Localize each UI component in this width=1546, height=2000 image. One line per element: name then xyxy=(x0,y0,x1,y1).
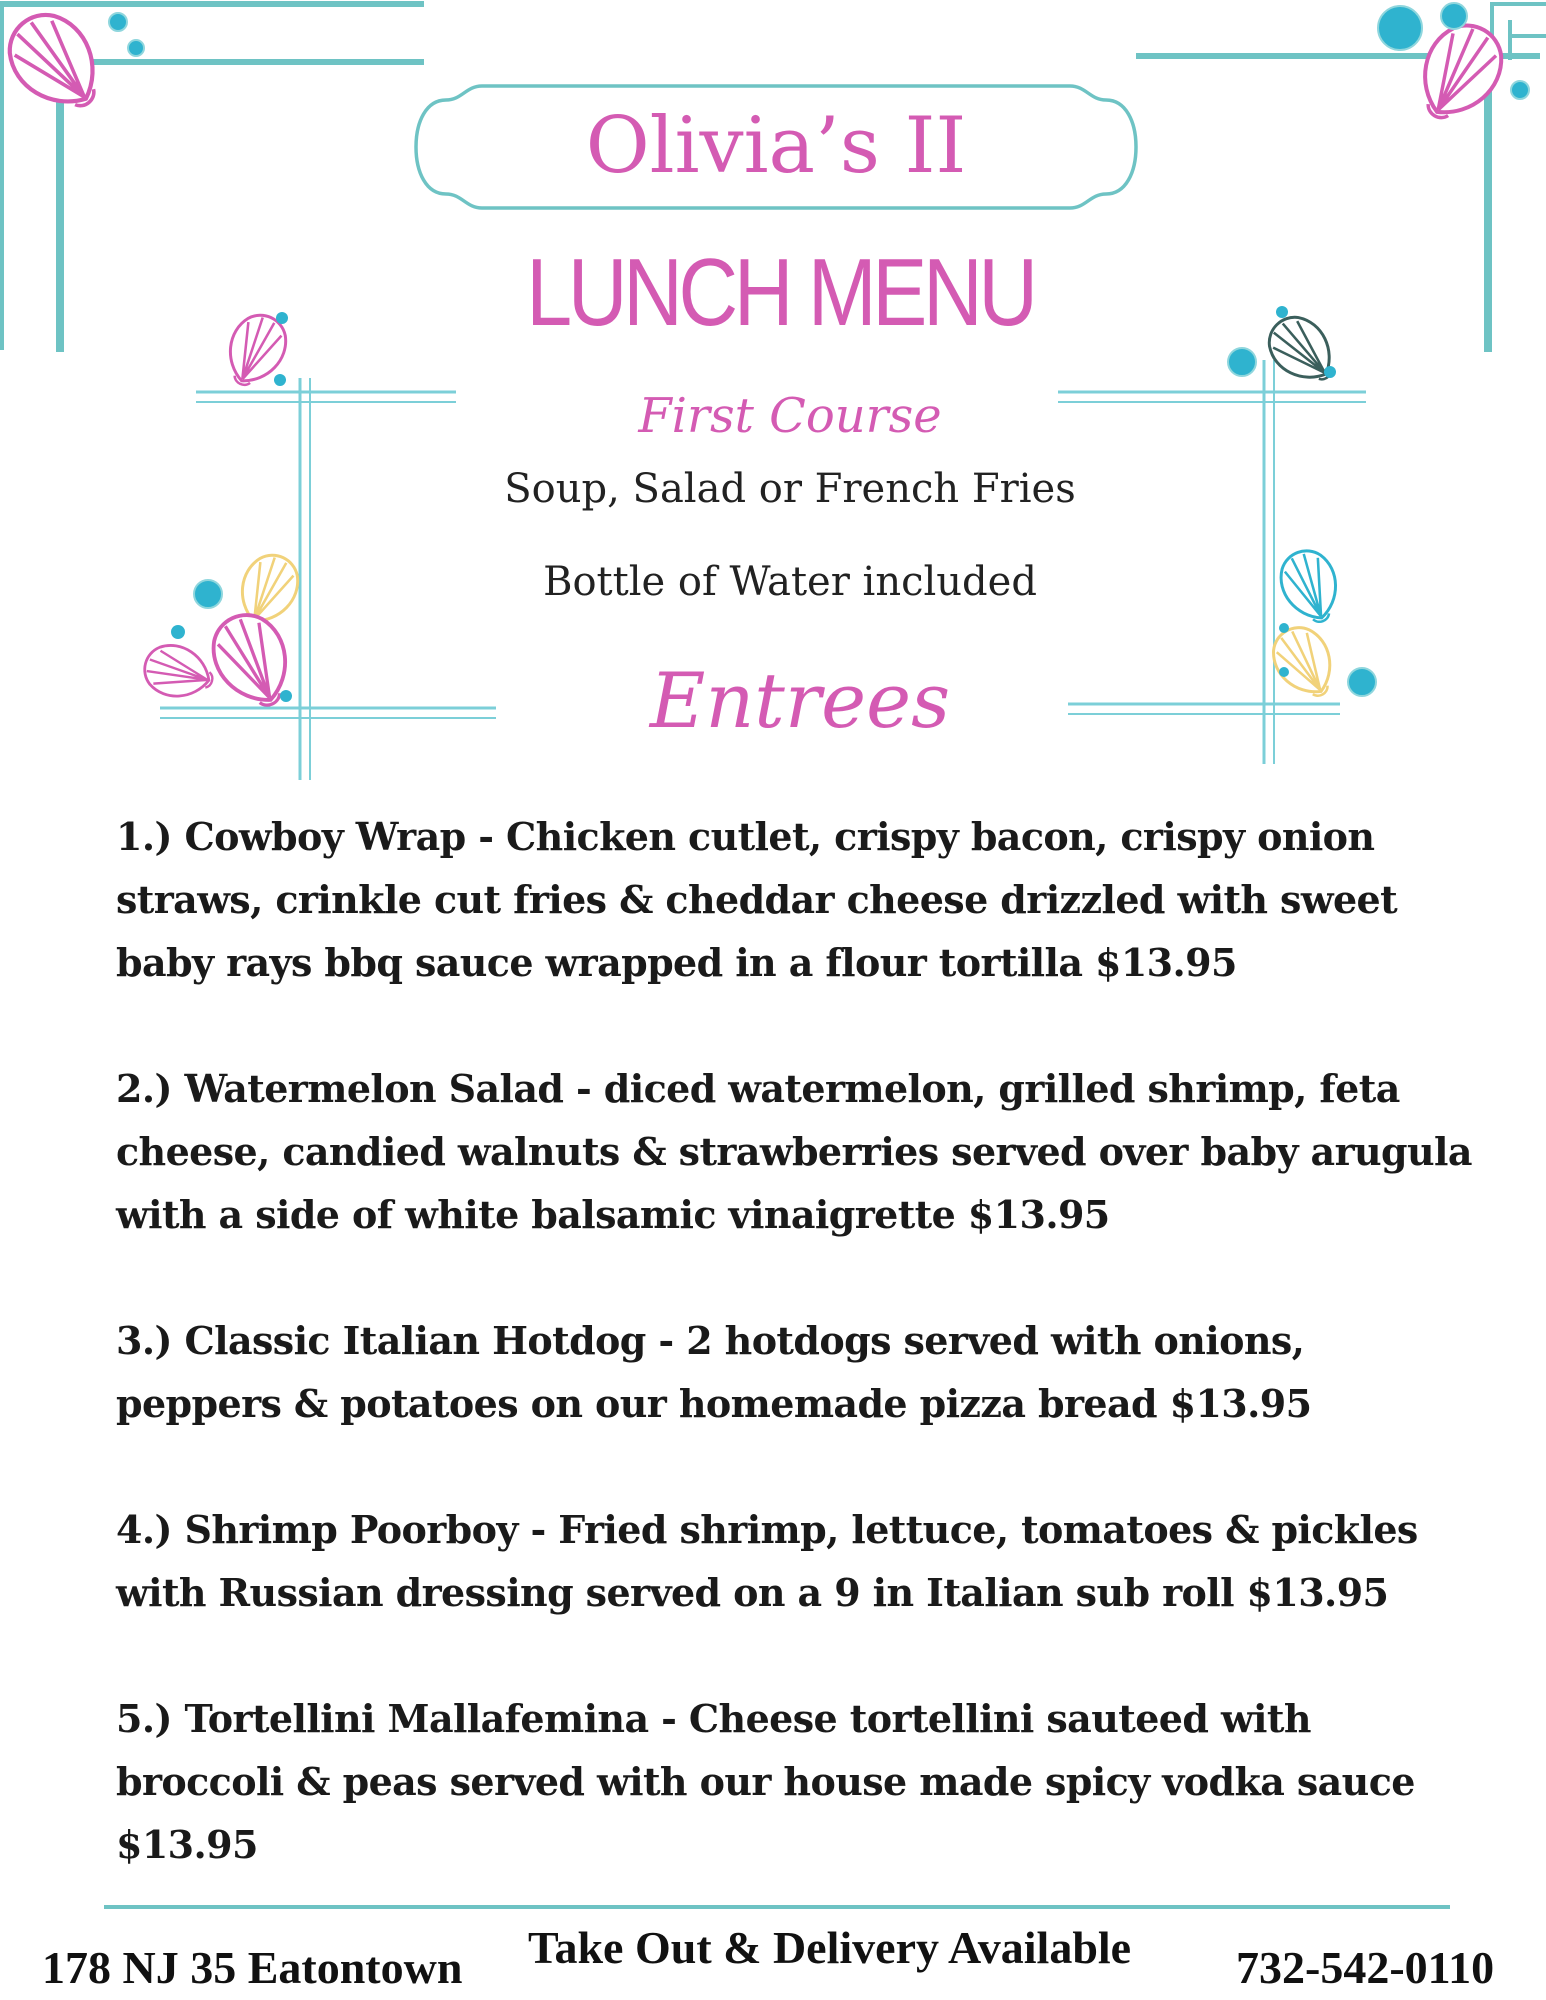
entree-item: 1.) Cowboy Wrap - Chicken cutlet, crispy bacon, crispy onion straws, crinkle cut fries & cheddar cheese drizzled with sweet baby rays bbq sauce wrapped in a flour tortilla $13.95 xyxy=(116,814,1398,985)
bubble-icon xyxy=(276,312,288,324)
seashell-icon xyxy=(139,639,218,705)
bubble-icon xyxy=(1279,667,1289,677)
entree-item: 4.) Shrimp Poorboy - Fried shrimp, lettuce, tomatoes & pickles with Russian dressing served on a 9 in Italian sub roll $13.95 xyxy=(116,1507,1418,1615)
bubble-icon xyxy=(1228,348,1256,376)
bubble-icon xyxy=(1378,6,1422,50)
bubble-icon xyxy=(1511,81,1529,99)
bubble-icon xyxy=(1348,668,1376,696)
bubble-icon xyxy=(171,625,185,639)
first-course-options: Soup, Salad or French Fries xyxy=(504,466,1076,512)
bubble-icon xyxy=(1441,3,1467,29)
first-course-note: Bottle of Water included xyxy=(543,559,1037,605)
bubble-icon xyxy=(1276,306,1288,318)
bubble-icon xyxy=(1324,366,1336,378)
seashell-icon xyxy=(1258,306,1347,395)
bubble-icon xyxy=(1279,623,1289,633)
footer-service-note: Take Out & Delivery Available xyxy=(528,1922,1132,1973)
footer-phone: 732-542-0110 xyxy=(1236,1942,1495,1993)
footer-address: 178 NJ 35 Eatontown xyxy=(42,1942,463,1993)
restaurant-name: Olivia’s II xyxy=(585,101,967,191)
footer-divider xyxy=(104,1905,1450,1909)
first-course-heading: First Course xyxy=(638,388,942,444)
entrees-heading: Entrees xyxy=(649,656,951,745)
menu-title: LUNCH MENU xyxy=(526,239,1034,346)
bubble-icon xyxy=(280,690,292,702)
seashell-icon xyxy=(1263,618,1345,708)
bubble-icon xyxy=(194,580,222,608)
seashell-icon xyxy=(1273,543,1348,630)
entree-item: 5.) Tortellini Mallafemina - Cheese tortellini sauteed with broccoli & peas served with our house made spicy vodka sauce $13.95 xyxy=(116,1696,1415,1867)
entrees-list xyxy=(116,805,1476,1876)
entree-item: 2.) Watermelon Salad - diced watermelon, grilled shrimp, feta cheese, candied walnuts & strawberries served over baby arugula with a side of white balsamic vinaigrette $13.95 xyxy=(116,1066,1472,1237)
entree-item: 3.) Classic Italian Hotdog - 2 hotdogs served with onions, peppers & potatoes on our homemade pizza bread $13.95 xyxy=(116,1318,1312,1426)
bubble-icon xyxy=(109,13,127,31)
bubble-icon xyxy=(128,40,144,56)
bubble-icon xyxy=(274,374,286,386)
